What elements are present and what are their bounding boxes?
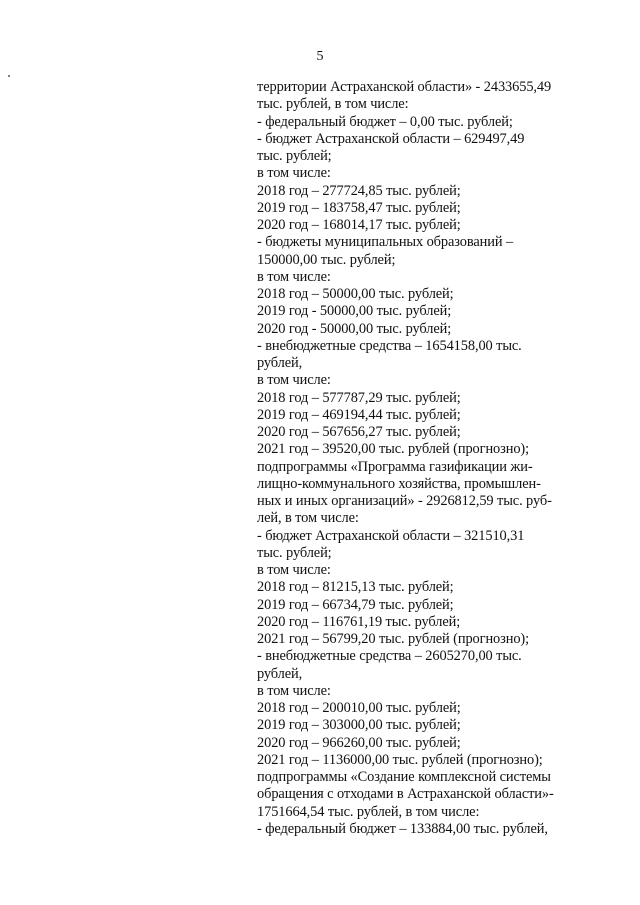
page-number: 5 [316,49,324,64]
text-line: подпрограммы «Создание комплексной системы [257,769,551,785]
text-line: 2020 год – 567656,27 тыс. рублей; [257,424,461,440]
text-line: 2018 год – 81215,13 тыс. рублей; [257,579,454,596]
text-line: в том числе: [257,562,331,578]
text-line: 2018 год – 50000,00 тыс. рублей; [257,286,454,302]
text-line: в том числе: [257,372,331,389]
text-line: тыс. рублей; [257,148,332,164]
text-line: тыс. рублей; [257,544,332,561]
text-line: - бюджет Астраханской области – 321510,31 [257,527,525,544]
text-line: в том числе: [257,268,331,285]
text-line: 2020 год – 966260,00 тыс. рублей; [257,734,461,751]
text-line: в том числе: [257,165,331,182]
text-line: - внебюджетные средства – 2605270,00 тыс. [257,648,522,665]
text-line: 2018 год – 577787,29 тыс. рублей; [257,389,461,406]
text-line: - внебюджетные средства – 1654158,00 тыс. [257,337,522,354]
text-line: рублей, [257,355,303,371]
text-line: рублей, [257,665,303,682]
text-line: лищно-коммунального хозяйства, промышлен- [257,475,541,492]
text-line: 2019 год – 66734,79 тыс. рублей; [257,596,454,613]
text-line: ных и иных организаций» - 2926812,59 тыс. руб- [257,493,552,509]
text-line: 2018 год – 277724,85 тыс. рублей; [257,182,461,199]
text-line: лей, в том числе: [257,510,359,527]
text-line: обращения с отходами в Астраханской области»- [257,786,554,803]
text-line: - федеральный бюджет – 0,00 тыс. рублей; [257,113,513,130]
text-line: 2021 год – 39520,00 тыс. рублей (прогнозно); [257,441,530,458]
text-line: 1751664,54 тыс. рублей, в том числе: [257,803,480,820]
text-line: 2020 год – 168014,17 тыс. рублей; [257,217,461,233]
text-line: 2019 год – 183758,47 тыс. рублей; [257,199,461,216]
scan-speck [8,75,10,77]
text-line: - федеральный бюджет – 133884,00 тыс. рублей, [257,820,548,837]
text-line: 2020 год - 50000,00 тыс. рублей; [257,320,452,337]
text-line: подпрограммы «Программа газификации жи- [257,458,533,475]
text-line: 2021 год – 56799,20 тыс. рублей (прогнозно); [257,631,530,647]
text-line: 2019 год – 303000,00 тыс. рублей; [257,717,461,734]
text-line: 2020 год – 116761,19 тыс. рублей; [257,613,461,630]
text-line: 2019 год – 469194,44 тыс. рублей; [257,406,461,423]
text-line: - бюджет Астраханской области – 629497,49 [257,130,525,147]
text-line: тыс. рублей, в том числе: [257,96,409,113]
text-line: 2021 год – 1136000,00 тыс. рублей (прогнозно); [257,751,543,768]
text-line: 2018 год – 200010,00 тыс. рублей; [257,700,461,716]
document-body [257,79,597,838]
text-line: 2019 год - 50000,00 тыс. рублей; [257,303,452,320]
text-line: - бюджеты муниципальных образований – [257,234,514,251]
text-line: территории Астраханской области» - 2433655,49 [257,79,552,95]
text-line: 150000,00 тыс. рублей; [257,251,396,268]
text-line: в том числе: [257,682,331,699]
